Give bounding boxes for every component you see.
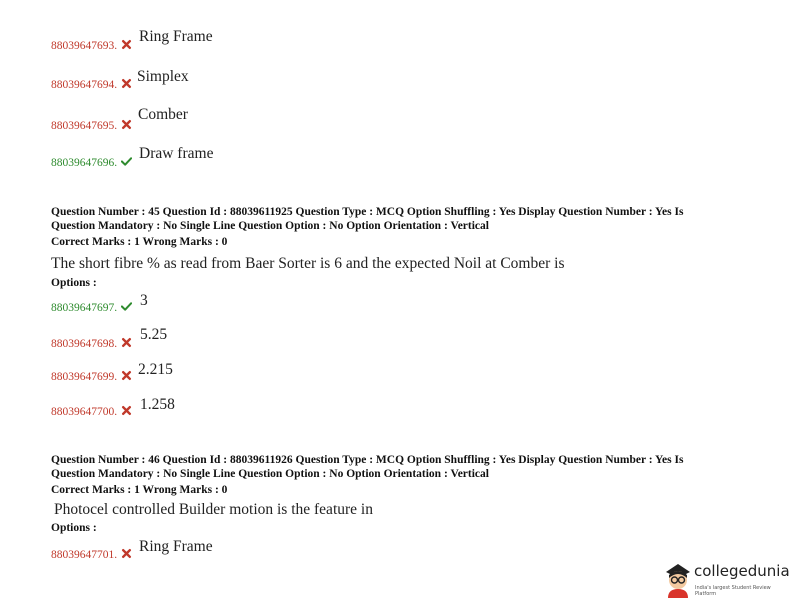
cross-icon bbox=[121, 39, 132, 50]
cross-icon bbox=[121, 337, 132, 348]
option-id: 88039647701. bbox=[51, 549, 118, 561]
option-row bbox=[51, 36, 132, 54]
check-icon bbox=[121, 301, 132, 312]
mascot-icon bbox=[662, 558, 694, 598]
option-id: 88039647700. bbox=[51, 406, 118, 418]
option-row bbox=[51, 334, 132, 352]
cross-icon bbox=[121, 405, 132, 416]
question-meta-line1: Question Number : 45 Question Id : 88039611925 Question Type : MCQ Option Shuffling : Yes Display Question Number : Yes Is bbox=[51, 206, 684, 218]
check-icon bbox=[121, 156, 132, 167]
option-text: Ring Frame bbox=[139, 28, 213, 45]
cross-icon bbox=[121, 78, 132, 89]
question-text: Photocel controlled Builder motion is the feature in bbox=[54, 501, 373, 518]
logo-name: collegedunia bbox=[694, 562, 790, 580]
option-id: 88039647696. bbox=[51, 157, 118, 169]
options-label: Options : bbox=[51, 277, 97, 289]
question-marks: Correct Marks : 1 Wrong Marks : 0 bbox=[51, 236, 228, 248]
option-row bbox=[51, 402, 132, 420]
option-row bbox=[51, 116, 132, 134]
option-text: 5.25 bbox=[140, 326, 168, 343]
cross-icon bbox=[121, 548, 132, 559]
option-row bbox=[51, 367, 132, 385]
option-text: Comber bbox=[138, 106, 188, 123]
question-meta-line2: Question Mandatory : No Single Line Question Option : No Option Orientation : Vertical bbox=[51, 468, 489, 480]
option-row bbox=[51, 75, 132, 93]
option-id: 88039647697. bbox=[51, 302, 118, 314]
option-text: 1.258 bbox=[140, 396, 175, 413]
option-row bbox=[51, 545, 132, 563]
option-id: 88039647694. bbox=[51, 79, 118, 91]
option-text: Draw frame bbox=[139, 145, 214, 162]
logo-tagline: India's largest Student Review Platform bbox=[695, 585, 771, 597]
collegedunia-logo bbox=[662, 556, 788, 604]
option-text: 3 bbox=[140, 292, 148, 309]
option-row bbox=[51, 298, 132, 316]
option-id: 88039647693. bbox=[51, 40, 118, 52]
options-label: Options : bbox=[51, 522, 97, 534]
option-text: Ring Frame bbox=[139, 538, 213, 555]
cross-icon bbox=[121, 370, 132, 381]
cross-icon bbox=[121, 119, 132, 130]
option-text: Simplex bbox=[137, 68, 189, 85]
question-text: The short fibre % as read from Baer Sorter is 6 and the expected Noil at Comber is bbox=[51, 255, 565, 272]
option-id: 88039647698. bbox=[51, 338, 118, 350]
question-meta-line2: Question Mandatory : No Single Line Question Option : No Option Orientation : Vertical bbox=[51, 220, 489, 232]
option-row bbox=[51, 153, 132, 171]
option-id: 88039647699. bbox=[51, 371, 118, 383]
question-meta-line1: Question Number : 46 Question Id : 88039611926 Question Type : MCQ Option Shuffling : Yes Display Question Number : Yes Is bbox=[51, 454, 684, 466]
question-marks: Correct Marks : 1 Wrong Marks : 0 bbox=[51, 484, 228, 496]
option-id: 88039647695. bbox=[51, 120, 118, 132]
option-text: 2.215 bbox=[138, 361, 173, 378]
